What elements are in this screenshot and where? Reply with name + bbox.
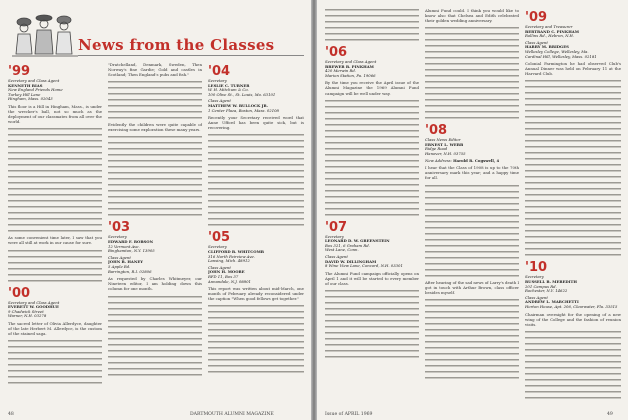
class-news-text: This floor is a Hill in Hingham, Mass., is under the wrecker's ball, not so much as the deployment of our classmates from all over the world. [8,103,102,125]
class-agent: Class Agent MATTHEW W. BULLOCK JR. 1 Center Plaza, Boston, Mass. 02108 [208,98,279,113]
class-year: '06 [325,45,348,60]
class-year: '03 [108,220,131,236]
class-agent: Class Agent HARRY M. BRIDGES Wellesley College, Wellesley, Ma. Cardinal Hill, Wellesley, Mass. 02181 [525,39,597,59]
class-agent: Class Agent ANDREW L. MARCHETTI Horton House, Apt. 206, Clearwater, Fla. 33515 [525,294,618,309]
new-address: New Address: Harold R. Cogswell, 4 [425,157,500,163]
class-year: '10 [525,260,548,276]
class-secretary: Secretary CLIFFORD B. WHITCOMB 316 North Fairview Ave. Lansing, Mich. 48912 [208,244,264,264]
class-secretary: Secretary LESLIE C. TURNER W. H. Mitchum & Co. 100 Olive St., St. Louis, Mo. 63101 [208,78,276,97]
right-column-3 [525,8,621,408]
class-secretary: Secretary RUSSELL B. MEREDITH 201 Campus Rd. Rochester, N.Y. 14622 [525,274,577,294]
class-agent: Class Agent DAVID W. DILLINGHAM 8 Wine View Lane, Concord, N.H. 03301 [325,254,403,269]
class-news-text: Alumni Fund could. I think you would like to know also that Chelsea and Edith celebrated their golden wedding anniversary. [425,8,519,24]
class-news-text: "Dratchelland, Denmark, Sweden, Then Norway's fine Gardie; Gold and castles in Scotland; Then England's pubs and fish." [108,62,202,78]
class-news-text: Colonial Farmington he had observed Club's Annual Dinner was held on February 11 at the Harvard Club. [525,61,621,77]
right-column-1 [325,8,419,408]
class-agent: Class Agent JOHN B. HANEY 5 Apple Rd. Barrington, R.I. 02806 [108,254,152,274]
right-page [317,0,628,420]
class-news-text: The sacred letter of Olivia Allerdyce, daughter of the late Herbert M. Allerdyce, is the custom of the stained saga. [8,320,102,337]
class-news-text: After hearing of the sad news of Larry's death I got in touch with Arthur Brown, class officer besides myself. [425,279,519,295]
page-number-right: 49 [607,412,613,417]
issue-date: Issue of APRIL 1969 [325,412,373,417]
class-secretary: Secretary and Class Agent KENNETH BIAS New England Friends Home Turkey Hill Lane Hingham, Mass. 02043 [8,78,63,102]
magazine-name-left: DARTMOUTH ALUMNI MAGAZINE [190,412,274,417]
page-headline: News from the Classes [78,36,275,54]
class-news-text: Recently your Secretary received word that Anne Ufford has been quite sick, but is recovering. [208,115,304,131]
class-secretary: Secretary and Treasurer BERTRAND C. PINKHAM Rollins Rd., Hebron, N.H. [525,24,579,39]
right-column-2 [425,8,519,408]
class-year: '05 [208,230,231,246]
class-news-text: Chairman overnight for the opening of a new wing of the College and the fashion of reunion visits. [525,311,621,327]
class-year: '09 [525,10,548,25]
left-column-2 [108,62,202,407]
class-secretary: Class News Editor ERNEST L. WEBB Ridge Road Hanover, N.H. 03755 [425,137,466,157]
left-page [0,0,311,420]
class-news-text: As requested by Charles Whitmeyer, our Nineteen editor, I am holding down this column for one month. [108,276,202,292]
class-news-text: As some convenient time later, I saw that you were all still at work in our cause for sure. [8,235,102,246]
left-column-3 [208,62,304,407]
class-secretary: Secretary EDWARD F. ROBSON 12 Vermont Ave. Binghamton, N.Y. 13905 [108,234,155,254]
class-news-text: Evidently the children were quite capable of exercising some exploration these many years. [108,122,202,133]
class-agent: Class Agent JOHN H. MOORE RFD 11, Box 37 Annandale, N.J. 08801 [208,264,251,284]
class-year: '08 [425,123,448,139]
class-year: '99 [8,64,31,79]
headline-rule [78,55,304,56]
class-news-text: I hear that the Class of 1908 is up to the 70th anniversary mark this year; and a happy time for all. [425,165,519,181]
class-year: '00 [8,285,31,301]
left-column-1 [8,62,102,407]
class-secretary: Secretary LEONARD D. W. GREENSTEIN Box 321, 6 Graham Rd. West Lane, Conn. [325,233,390,253]
class-news-text: The Alumni Fund campaign officially opens on April 1 and it will be started to every member of our class. [325,270,419,286]
class-illustration [8,4,80,62]
class-secretary: Secretary and Class Agent BREWER B. PINKHAM 420 Merwin Rd. Marion Station, Pa. 19066 [325,59,377,78]
class-year: '04 [208,64,231,79]
class-news-text: By the time you receive the April issue of the Alumni Magazine the 1969 Alumni Fund campaign will be well under way. [325,80,419,96]
class-news-text: This report was written about mid-March, one month of February already reconsidered under the caption "When good fellows get together." [208,286,304,302]
page-number-left: 48 [8,412,14,417]
class-year: '07 [325,219,348,235]
class-secretary: Secretary and Class Agent EVERETT W. GOODHUE 9 Chadwick Street Warner, N.H. 03278 [8,299,60,319]
